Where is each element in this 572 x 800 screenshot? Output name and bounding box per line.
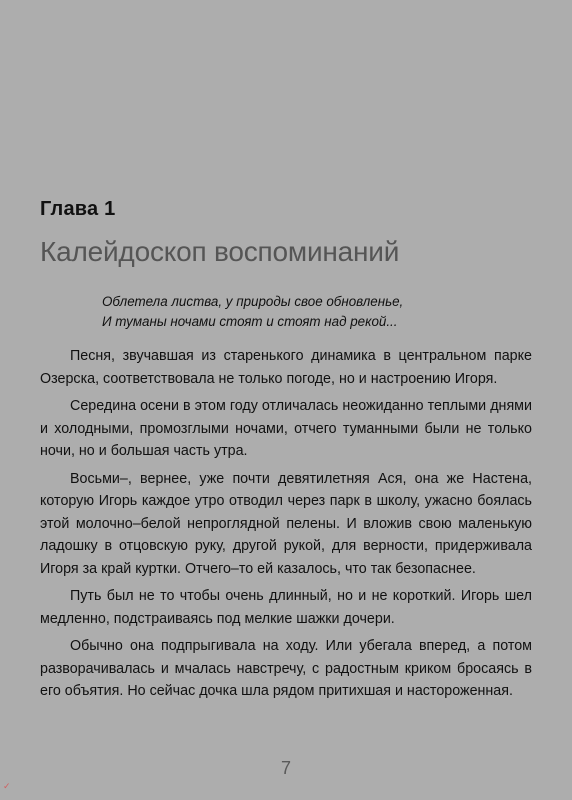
paragraph: Путь был не то чтобы очень длинный, но и не короткий. Игорь шел медленно, подстраиваясь под мелкие шажки дочери.: [40, 588, 532, 627]
chapter-body: [40, 345, 532, 708]
paragraph: Середина осени в этом году отличалась неожиданно теплыми днями и холодными, промозглыми ночами, отчего туманными были не только ночи, но и большая часть утра.: [40, 398, 532, 459]
chapter-label: Глава 1: [40, 198, 116, 220]
epigraph: [102, 292, 522, 332]
corner-mark-icon: ✓: [3, 782, 11, 792]
paragraph: Восьми–, вернее, уже почти девятилетняя Ася, она же Настена, которую Игорь каждое утро отводил через парк в школу, ужасно боялась этой молочно–белой непроглядной пелены. И вложив свою маленькую ладошку в отцовскую руку, другой рукой, для верности, придерживала Игоря за край куртки. Отчего–то ей казалось, что так безопаснее.: [40, 470, 532, 577]
paragraph: Песня, звучавшая из старенького динамика в центральном парке Озерска, соответствовала не только погоде, но и настроению Игоря.: [40, 348, 532, 387]
epigraph-line: И туманы ночами стоят и стоят над рекой...: [102, 314, 398, 329]
page-number: 7: [280, 758, 291, 778]
chapter-title: Калейдоскоп воспоминаний: [40, 236, 400, 267]
paragraph: Обычно она подпрыгивала на ходу. Или убегала вперед, а потом разворачивалась и мчалась навстречу, с радостным криком бросаясь в его объятия. Но сейчас дочка шла рядом притихшая и настороженная.: [40, 638, 532, 699]
epigraph-line: Облетела листва, у природы свое обновленье,: [102, 294, 404, 309]
